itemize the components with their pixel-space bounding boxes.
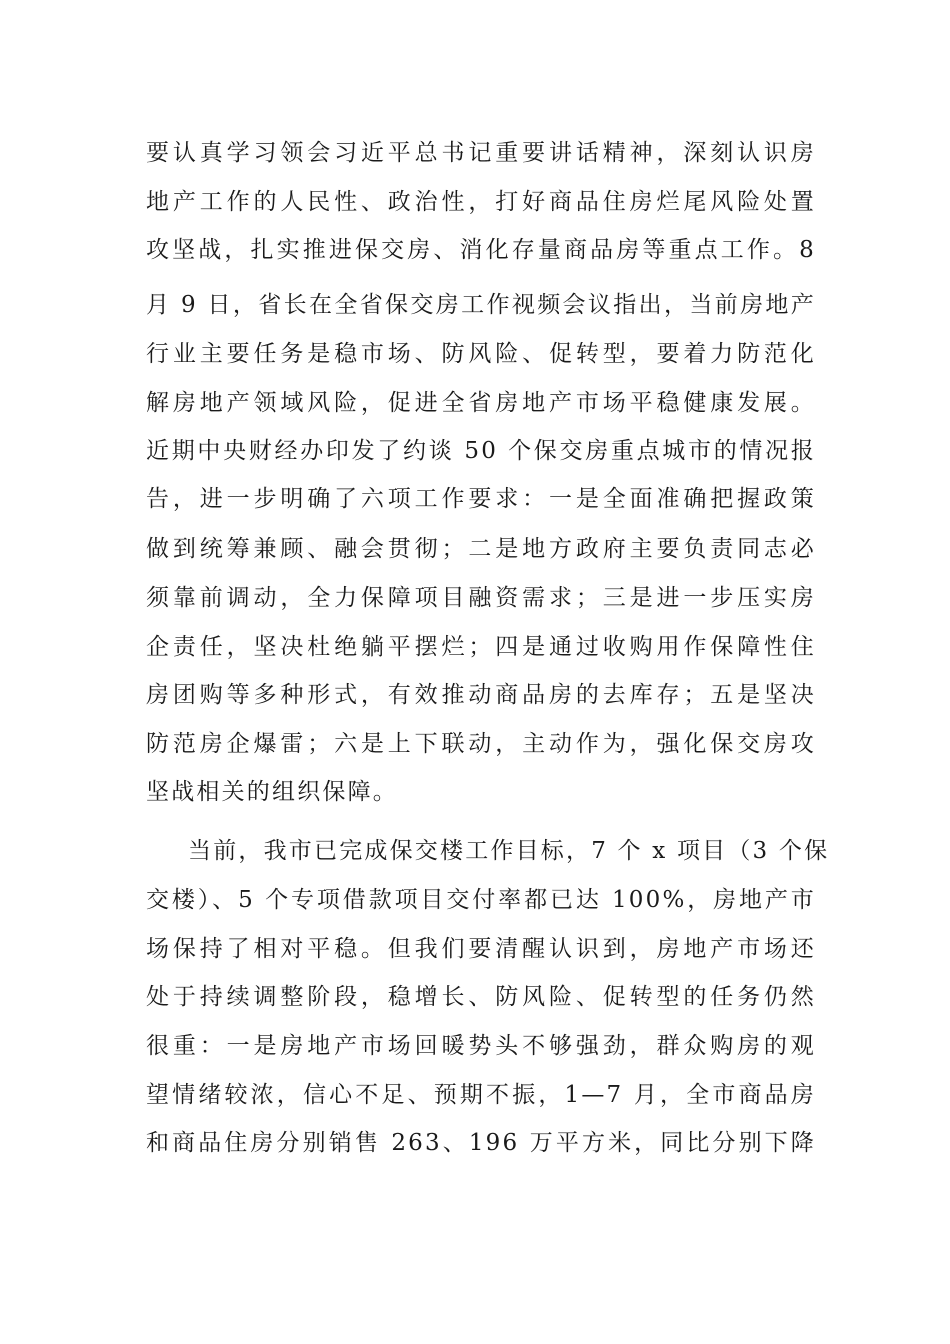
paragraph-1-line-5: 行业主要任务是稳市场、防风险、促转型，要着力防范化 — [146, 341, 816, 367]
paragraph-1-line-12: 房团购等多种形式，有效推动商品房的去库存；五是坚决 — [146, 682, 816, 708]
paragraph-1-line-6: 解房地产领域风险，促进全省房地产市场平稳健康发展。 — [146, 390, 816, 416]
paragraph-2-line-1: 当前，我市已完成保交楼工作目标，7 个 x 项目（3 个保 — [188, 838, 830, 864]
paragraph-1-line-9: 做到统筹兼顾、融会贯彻；二是地方政府主要负责同志必 — [146, 536, 816, 562]
paragraph-1-line-4: 月 9 日，省长在全省保交房工作视频会议指出，当前房地产 — [146, 292, 816, 318]
paragraph-2-line-2: 交楼）、5 个专项借款项目交付率都已达 100%，房地产市 — [146, 887, 816, 913]
paragraph-1-line-11: 企责任，坚决杜绝躺平摆烂；四是通过收购用作保障性住 — [146, 634, 816, 660]
paragraph-1-line-13: 防范房企爆雷；六是上下联动，主动作为，强化保交房攻 — [146, 731, 816, 757]
paragraph-2-line-4: 处于持续调整阶段，稳增长、防风险、促转型的任务仍然 — [146, 984, 816, 1010]
paragraph-1-line-14: 坚战相关的组织保障。 — [146, 779, 398, 805]
paragraph-1-line-1: 要认真学习领会习近平总书记重要讲话精神，深刻认识房 — [146, 140, 816, 166]
paragraph-1-line-10: 须靠前调动，全力保障项目融资需求；三是进一步压实房 — [146, 585, 816, 611]
paragraph-2-line-7: 和商品住房分别销售 263、196 万平方米，同比分别下降 — [146, 1130, 816, 1156]
paragraph-1-line-7: 近期中央财经办印发了约谈 50 个保交房重点城市的情况报 — [146, 438, 816, 464]
paragraph-1-line-2: 地产工作的人民性、政治性，打好商品住房烂尾风险处置 — [146, 189, 816, 215]
paragraph-2-line-3: 场保持了相对平稳。但我们要清醒认识到，房地产市场还 — [146, 936, 816, 962]
paragraph-1-line-8: 告，进一步明确了六项工作要求：一是全面准确把握政策 — [146, 486, 816, 512]
paragraph-2-line-6: 望情绪较浓，信心不足、预期不振，1—7 月，全市商品房 — [146, 1082, 816, 1108]
paragraph-1-line-3: 攻坚战，扎实推进保交房、消化存量商品房等重点工作。8 — [146, 237, 816, 263]
paragraph-2-line-5: 很重：一是房地产市场回暖势头不够强劲，群众购房的观 — [146, 1033, 816, 1059]
